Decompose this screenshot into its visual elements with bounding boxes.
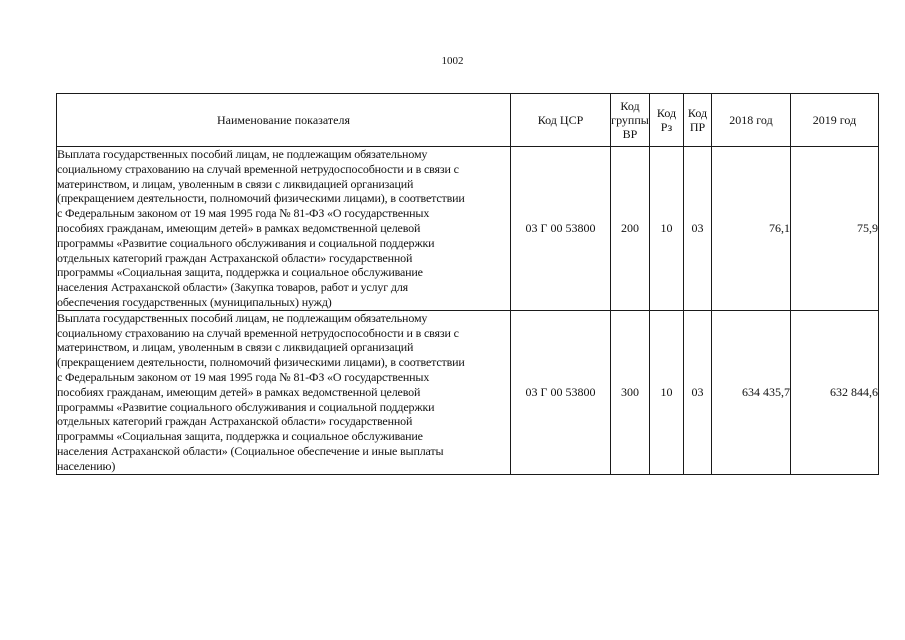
amount-2019-cell: 632 844,6 <box>791 310 879 474</box>
table-header-row <box>57 94 879 147</box>
header-rz-code: Код Рз <box>650 94 684 147</box>
header-year-2019: 2019 год <box>791 94 879 147</box>
header-pr-code: Код ПР <box>684 94 712 147</box>
csr-code-cell: 03 Г 00 53800 <box>511 147 611 311</box>
vr-code-cell: 300 <box>611 310 650 474</box>
rz-code-cell: 10 <box>650 310 684 474</box>
amount-2018-cell: 634 435,7 <box>712 310 791 474</box>
csr-code-cell: 03 Г 00 53800 <box>511 310 611 474</box>
header-indicator-name: Наименование показателя <box>57 94 511 147</box>
amount-2019-cell: 75,9 <box>791 147 879 311</box>
header-vr-code: Код группы ВР <box>611 94 650 147</box>
table-row <box>57 147 879 311</box>
rz-code-cell: 10 <box>650 147 684 311</box>
vr-code-cell: 200 <box>611 147 650 311</box>
amount-2018-cell: 76,1 <box>712 147 791 311</box>
indicator-name-cell: Выплата государственных пособий лицам, не подлежащим обязательному социальному страхованию на случай временной нетрудоспособности и в связи с материнством, и лицам, уволенным в связи с ликвидацией организаций (прекращением деятельности, полномочий физическими лицами), в соответствии с Федеральным законом от 19 мая 1995 года № 81-ФЗ «О государственных пособиях гражданам, имеющим детей» в рамках ведомственной целевой программы «Развитие социального обслуживания и социальной поддержки отдельных категорий граждан Астраханской области» государственной программы «Социальная защита, поддержка и социальное обслуживание населения Астраханской области» (Закупка товаров, работ и услуг для обеспечения государственных (муниципальных) нужд) <box>57 147 511 311</box>
table-row <box>57 310 879 474</box>
pr-code-cell: 03 <box>684 147 712 311</box>
page-number: 1002 <box>441 55 464 67</box>
indicator-name-cell: Выплата государственных пособий лицам, не подлежащим обязательному социальному страхованию на случай временной нетрудоспособности и в связи с материнством, и лицам, уволенным в связи с ликвидацией организаций (прекращением деятельности, полномочий физическими лицами), в соответствии с Федеральным законом от 19 мая 1995 года № 81-ФЗ «О государственных пособиях гражданам, имеющим детей» в рамках ведомственной целевой программы «Развитие социального обслуживания и социальной поддержки отдельных категорий граждан Астраханской области» государственной программы «Социальная защита, поддержка и социальное обслуживание населения Астраханской области» (Социальное обеспечение и иные выплаты населению) <box>57 310 511 474</box>
header-year-2018: 2018 год <box>712 94 791 147</box>
budget-table <box>56 93 879 475</box>
pr-code-cell: 03 <box>684 310 712 474</box>
header-csr-code: Код ЦСР <box>511 94 611 147</box>
